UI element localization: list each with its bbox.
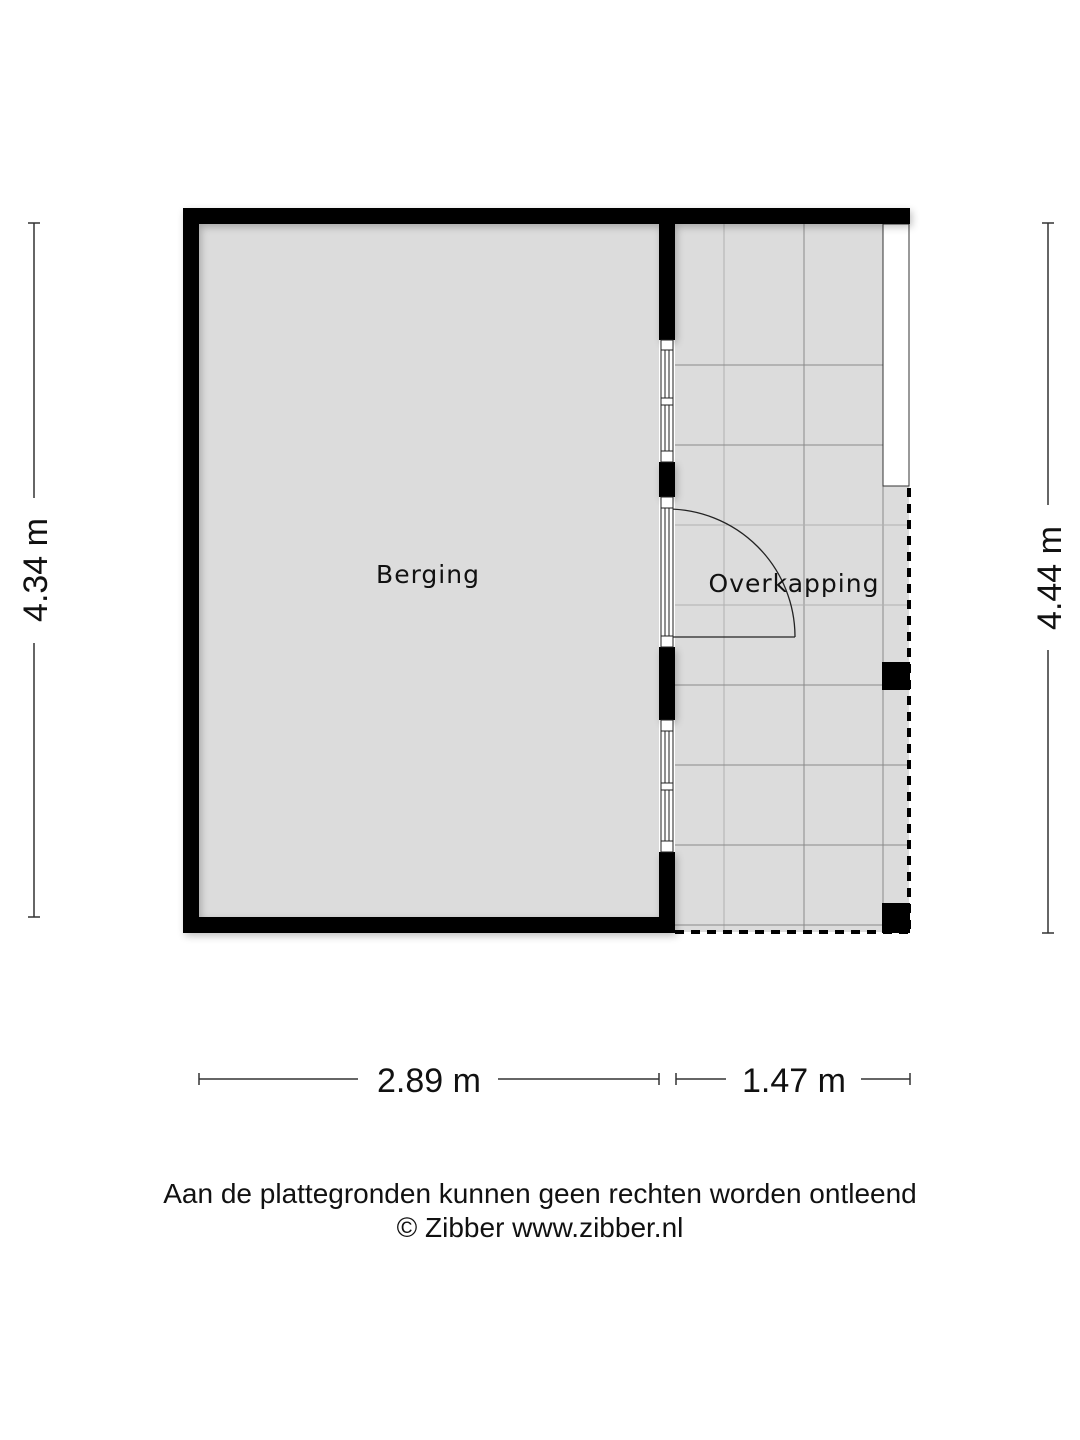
dimension-label-right: 4.44 m xyxy=(1031,526,1069,630)
wall-interior xyxy=(659,852,675,933)
disclaimer-text: Aan de plattegronden kunnen geen rechten worden ontleend xyxy=(163,1178,917,1209)
pillar xyxy=(882,662,910,690)
room-overkapping xyxy=(667,224,910,933)
side-panel xyxy=(883,224,909,486)
dimension-label-left: 4.34 m xyxy=(17,518,55,622)
pillar xyxy=(882,903,910,933)
wall-interior xyxy=(659,224,675,340)
windows xyxy=(661,340,673,852)
copyright-text: © Zibber www.zibber.nl xyxy=(396,1212,684,1243)
wall-interior xyxy=(659,462,675,497)
wall-bottom xyxy=(183,917,675,933)
room-label-overkapping: Overkapping xyxy=(708,569,880,598)
room-label-berging: Berging xyxy=(376,560,480,589)
dimension-label-bottom-right: 1.47 m xyxy=(742,1062,846,1100)
room-berging xyxy=(199,224,659,917)
wall-interior xyxy=(659,647,675,720)
dimension-label-bottom-left: 2.89 m xyxy=(377,1062,481,1100)
wall-left xyxy=(183,208,199,933)
wall-top xyxy=(183,208,910,224)
